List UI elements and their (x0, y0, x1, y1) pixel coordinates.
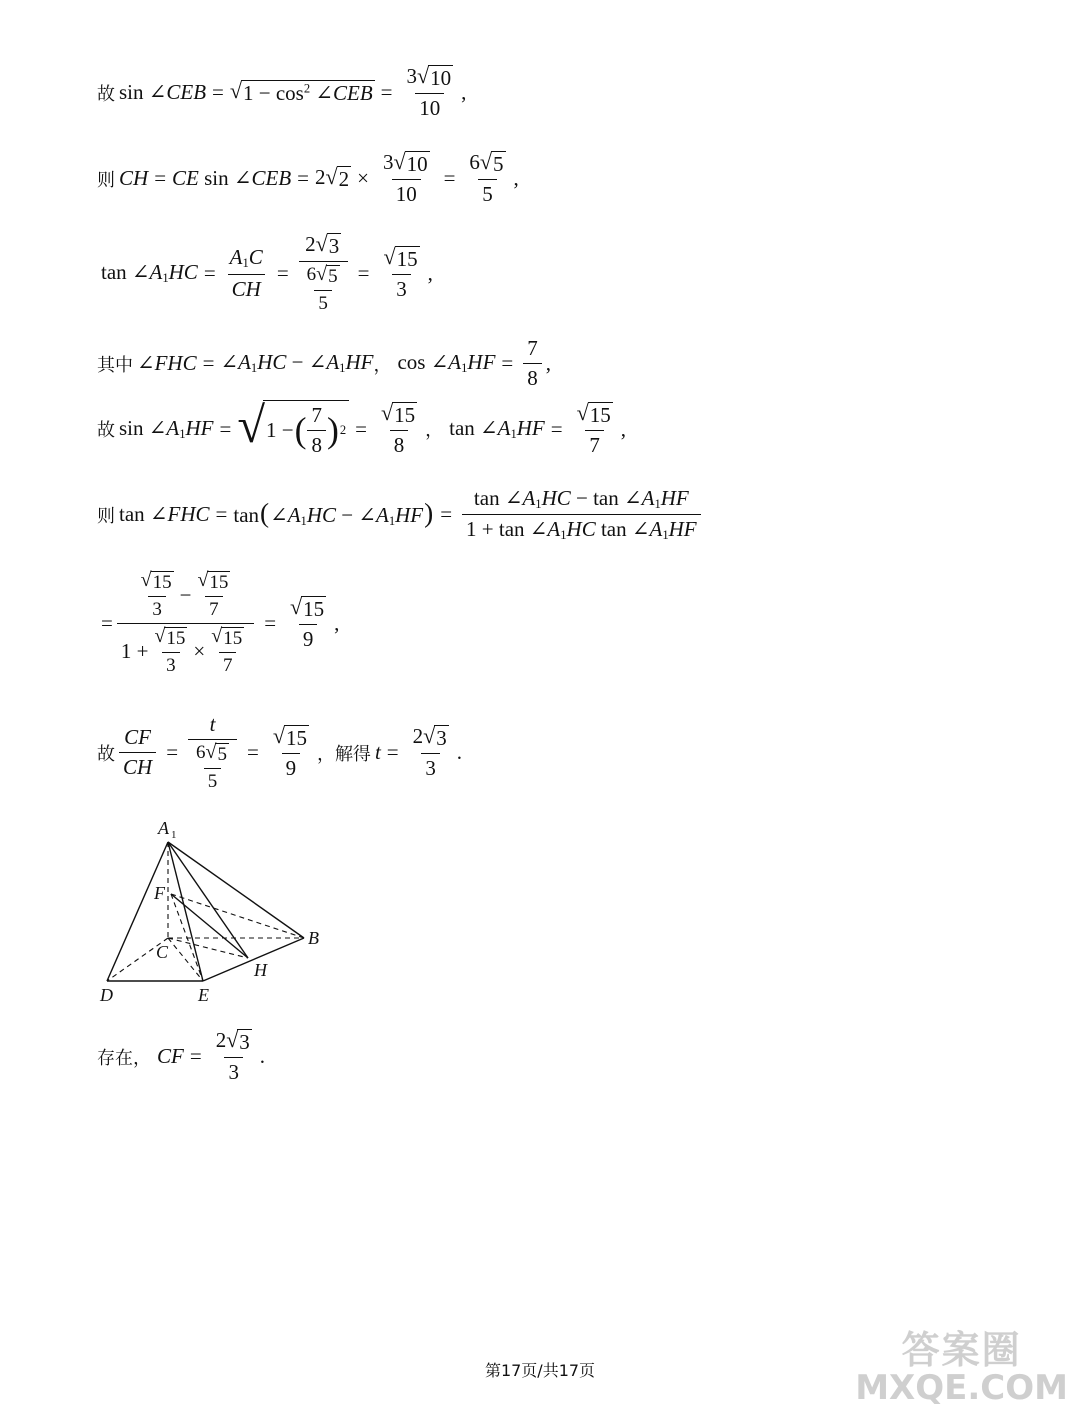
equation-tan-a1hc: $\tan \angle A_1HC$ = $\frac{A_1C}{CH}$ = 2 √ 3 6 √ 5 5 = √ 15 3 , (101, 231, 433, 314)
equation-ch: 则 CH = CE sin ∠CEB = 2 √ 2 × 3 √ 10 10 = 6 √ 5 5 , (97, 149, 519, 206)
prefix-cunzai: 存在， (97, 1047, 151, 1069)
comma-2: ， (425, 420, 444, 441)
prefix-gu-3: 故 (97, 743, 115, 765)
watermark (855, 1328, 1068, 1409)
comma-3: ， (316, 743, 335, 765)
label-d: D (100, 985, 113, 1005)
equation-tan-fhc: 则 tan ∠FHC = $\tan(\angle A_1HC$ − $\angle A_1HF$) = $\frac{\tan \angle A_1HC - \tan \angle A_1HF}{1 + \tan \angle A_1HC \tan \angle A_1HF}$ (97, 486, 705, 543)
equation-sin-ceb: 故 sin ∠CEB = √ $1 - \cos^2$ ∠CEB = 3 √ 10 10 , (97, 63, 467, 120)
label-c: C (156, 942, 169, 962)
comma: ， (373, 354, 392, 376)
equation-cf-ch: 故 $\frac{CF}{CH}$ = t 6 √ 5 5 = √ 15 9 ， 解得 t = 2 √ 3 3 . (97, 712, 462, 792)
label-h: H (254, 960, 267, 980)
conclusion: 存在， CF = 2 √ 3 3 . (97, 1027, 266, 1084)
prefix-ze: 则 (97, 169, 115, 191)
page-footer: 第17页/共17页 (484, 1361, 596, 1380)
label-e: E (198, 985, 209, 1005)
edge-f-h (171, 894, 248, 958)
watermark-line1: 答案圈 (901, 1328, 1022, 1373)
prefix-gu: 故 (97, 83, 115, 105)
prefix-gu-2: 故 (97, 420, 115, 441)
watermark-line2: MXQE.COM (855, 1368, 1068, 1409)
equation-tan-fhc-value: = √ 15 3 − √ 15 7 1 + √ 15 3 × √ 15 7 = √ 15 9 , (101, 569, 340, 676)
label-b: B (308, 928, 319, 948)
prefix-ze-2: 则 (97, 505, 115, 527)
label-a-subscript: 1 (171, 829, 177, 841)
prefix-qizhong: 其中 (97, 354, 133, 376)
equation-sin-a1hf: 故 $\sin \angle A_1HF$ = √ 1 − ( $\frac{7}{8}$ ) 2 = √ 15 8 ， $\tan \angle A_1HF$ = √ 15 7 , (97, 397, 626, 457)
label-a: A (158, 818, 169, 838)
label-f: F (154, 883, 165, 903)
label-jiede: 解得 (334, 743, 371, 765)
pyramid-figure (96, 816, 336, 1011)
equation-fhc-relation: 其中 ∠FHC = $\angle A_1HC$ − $\angle A_1HF$ ， $\cos \angle A_1HF$ = $\frac{7}{8}$ , (97, 336, 552, 390)
